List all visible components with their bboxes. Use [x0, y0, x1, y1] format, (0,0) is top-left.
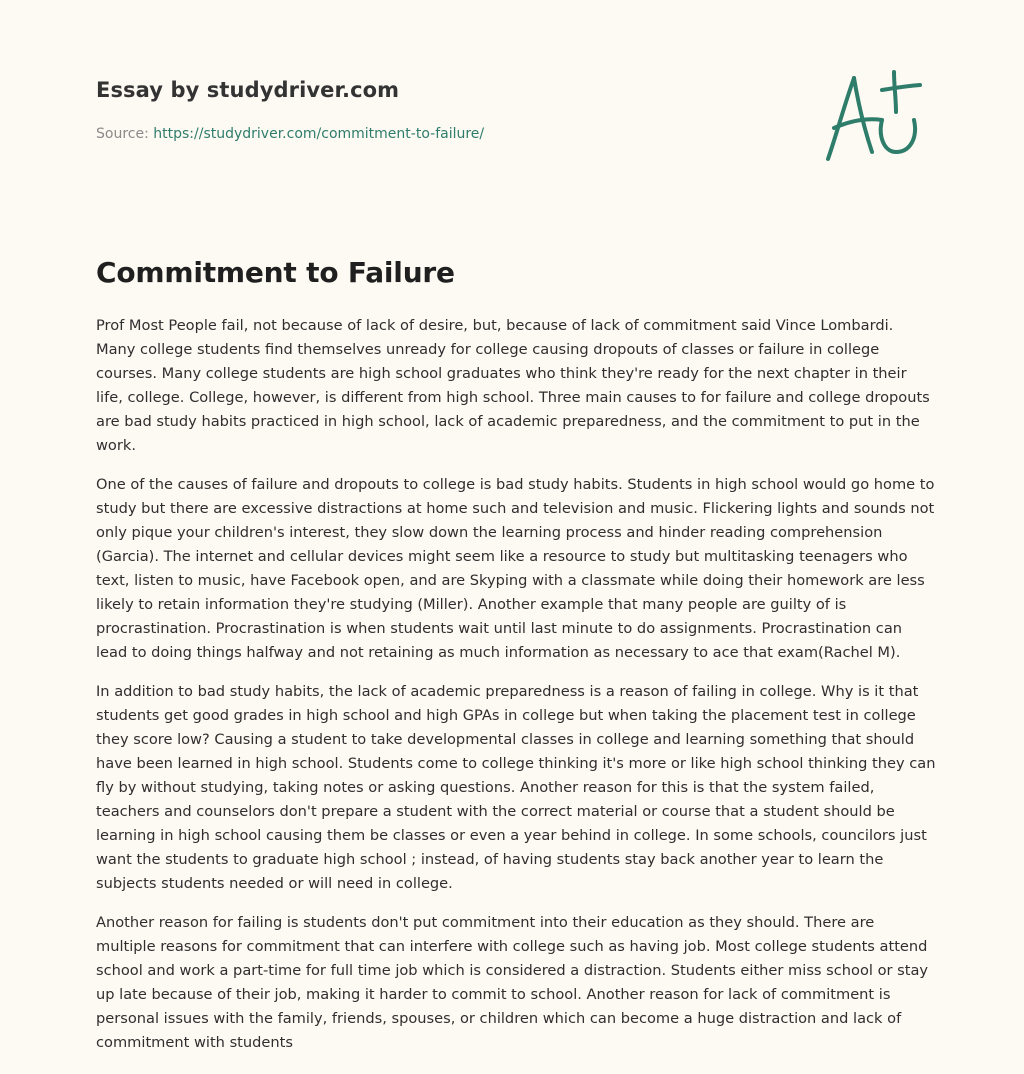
essay-paragraph: Another reason for failing is students don't put commitment into their education as they should. There are multiple reasons for commitment that can interfere with college such as having job. Most college students attend school and work a part-time for full time job which is considered a distraction. Students either miss school or stay up late because of their job, making it harder to commit to school. Another reason for lack of commitment is personal issues with the family, friends, spouses, or children which can become a huge distraction and lack of commitment with students [96, 914, 929, 1051]
essay-body [96, 314, 936, 1070]
essay-paragraph: In addition to bad study habits, the lack of academic preparedness is a reason of failing in college. Why is it that students get good grades in high school and high GPAs in college but when taking the placement test in college they score low? Causing a student to take developmental classes in college and learning something that should have been learned in high school. Students come to college thinking it's more or like high school thinking they can fly by without studying, taking notes or asking questions. Another reason for this is that the system failed, teachers and counselors don't prepare a student with the correct material or course that a student should be learning in high school causing them be classes or even a year behind in college. In some schools, councilors just want the students to graduate high school ; instead, of having students stay back another year to learn the subjects students needed or will need in college. [96, 683, 936, 892]
source-label: Source: [96, 126, 149, 142]
essay-paragraph: One of the causes of failure and dropouts to college is bad study habits. Students in high school would go home to study but there are excessive distractions at home such and television and music. Flickering lights and sounds not only pique your children's interest, they slow down the learning process and hinder reading comprehension (Garcia). The internet and cellular devices might seem like a resource to study but multitasking teenagers who text, listen to music, have Facebook open, and are Skyping with a classmate while doing their homework are less likely to retain information they're studying (Miller). Another example that many people are guilty of is procrastination. Procrastination is when students wait until last minute to do assignments. Procrastination can lead to doing things halfway and not retaining as much information as necessary to ace that exam(Rachel M). [96, 476, 935, 661]
a-plus-grade-icon [820, 66, 930, 166]
essay-paragraph: Prof Most People fail, not because of lack of desire, but, because of lack of commitment said Vince Lombardi. Many college students find themselves unready for college causing dropouts of classes or failure in college courses. Many college students are high school graduates who think they're ready for the next chapter in their life, college. College, however, is different from high school. Three main causes to for failure and college dropouts are bad study habits practiced in high school, lack of academic preparedness, and the commitment to put in the work. [96, 317, 930, 454]
source-link[interactable]: https://studydriver.com/commitment-to-failure/ [153, 126, 485, 142]
brand-title: Essay by studydriver.com [96, 78, 400, 102]
essay-header [96, 76, 776, 144]
essay-title: Commitment to Failure [96, 256, 455, 289]
source-line [96, 124, 776, 144]
